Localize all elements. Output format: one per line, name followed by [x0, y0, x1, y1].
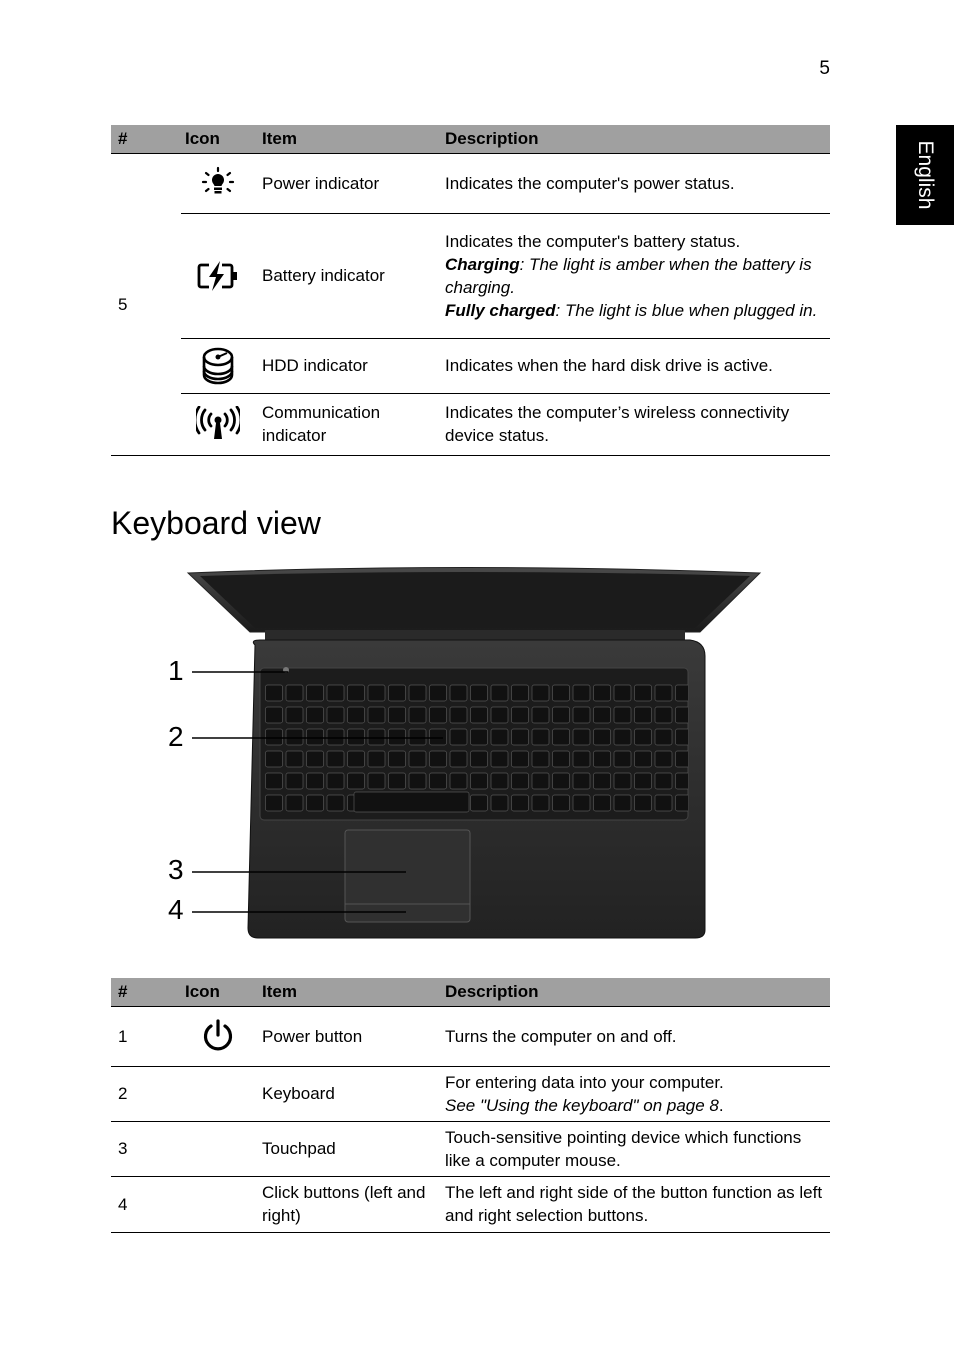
table-header	[111, 978, 830, 1006]
hdd-indicator-description: Indicates when the hard disk drive is active.	[439, 338, 830, 393]
keyboard-table	[111, 978, 830, 1233]
laptop-illustration	[160, 560, 780, 950]
charging-text: : The light is amber when the battery is charging.	[445, 254, 812, 297]
header-description: Description	[439, 125, 830, 153]
hdd-indicator-icon	[181, 338, 256, 393]
power-indicator-label: Power indicator	[256, 153, 439, 213]
header-item: Item	[256, 978, 439, 1006]
header-icon: Icon	[181, 125, 256, 153]
row-num: 3	[111, 1121, 181, 1176]
click-buttons-label: Click buttons (left and right)	[256, 1176, 439, 1232]
callout-4: 4	[168, 894, 184, 925]
power-button-icon	[181, 1006, 256, 1066]
row-num: 4	[111, 1176, 181, 1232]
callout-1: 1	[168, 655, 184, 686]
header-icon: Icon	[181, 978, 256, 1006]
battery-indicator-description	[439, 213, 830, 338]
language-tab	[896, 125, 954, 225]
table-row	[111, 1121, 830, 1176]
charging-label: Charging	[445, 254, 520, 274]
hdd-indicator-label: HDD indicator	[256, 338, 439, 393]
table-row	[111, 338, 830, 393]
table-row	[111, 153, 830, 213]
row-num: 2	[111, 1066, 181, 1121]
table-row	[111, 1066, 830, 1121]
table-row	[111, 1176, 830, 1232]
touchpad-description: Touch-sensitive pointing device which functions like a computer mouse.	[439, 1121, 830, 1176]
header-item: Item	[256, 125, 439, 153]
table-row	[111, 1006, 830, 1066]
battery-status-text: Indicates the computer's battery status.	[445, 231, 741, 251]
table-row	[111, 213, 830, 338]
group-number: 5	[111, 153, 181, 455]
communication-indicator-icon	[181, 393, 256, 455]
indicator-table	[111, 125, 830, 456]
language-tab-label: English	[914, 140, 937, 210]
power-button-label: Power button	[256, 1006, 439, 1066]
communication-indicator-description: Indicates the computer’s wireless connectivity device status.	[439, 393, 830, 455]
battery-indicator-label: Battery indicator	[256, 213, 439, 338]
callout-3: 3	[168, 854, 184, 885]
battery-indicator-icon	[181, 213, 256, 338]
page-number: 5	[819, 58, 830, 79]
header-num: #	[111, 978, 181, 1006]
keyboard-view-diagram	[160, 560, 780, 950]
keyboard-desc-line1: For entering data into your computer.	[445, 1072, 724, 1092]
table-header	[111, 125, 830, 153]
row-num: 1	[111, 1006, 181, 1066]
callout-2: 2	[168, 721, 184, 752]
keyboard-see-reference: See "Using the keyboard" on page 8	[445, 1095, 719, 1115]
power-indicator-description: Indicates the computer's power status.	[439, 153, 830, 213]
power-button-description: Turns the computer on and off.	[439, 1006, 830, 1066]
touchpad-label: Touchpad	[256, 1121, 439, 1176]
fully-charged-text: : The light is blue when plugged in.	[555, 300, 818, 320]
table-row	[111, 393, 830, 455]
keyboard-label: Keyboard	[256, 1066, 439, 1121]
communication-indicator-label: Communication indicator	[256, 393, 439, 455]
header-description: Description	[439, 978, 830, 1006]
keyboard-description: For entering data into your computer. See "Using the keyboard" on page 8.	[439, 1066, 830, 1121]
click-buttons-description: The left and right side of the button function as left and right selection buttons.	[439, 1176, 830, 1232]
fully-charged-label: Fully charged	[445, 300, 556, 320]
section-title: Keyboard view	[111, 505, 321, 541]
header-num: #	[111, 125, 181, 153]
power-indicator-icon	[181, 153, 256, 213]
